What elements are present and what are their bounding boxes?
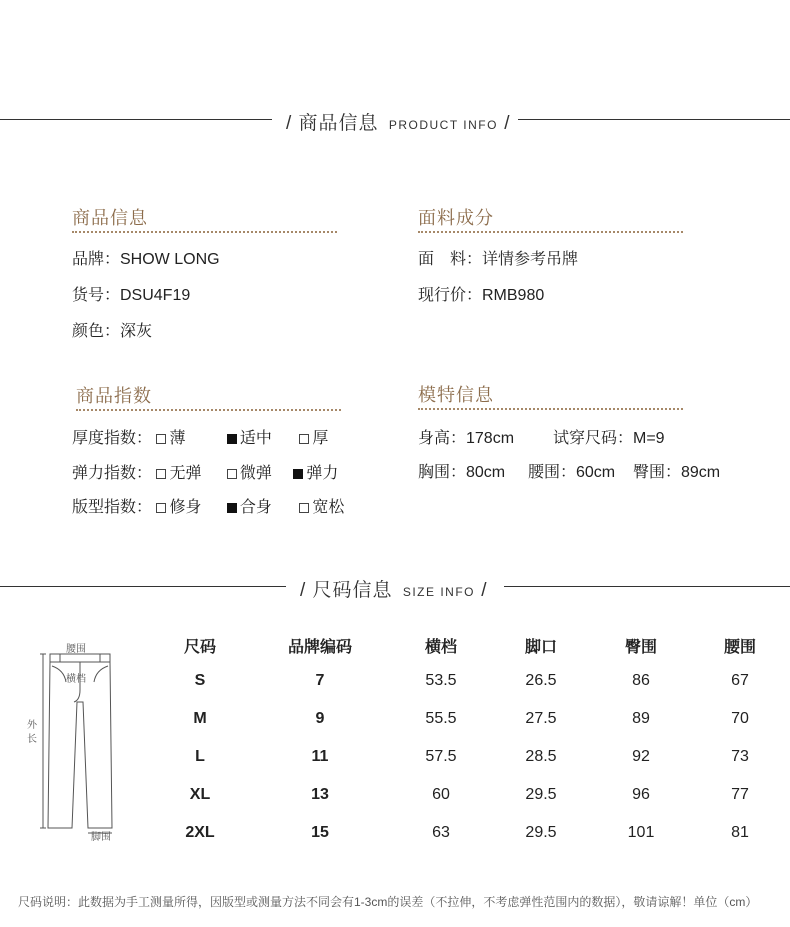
model-waist: 腰围：60cm xyxy=(528,464,616,481)
section-title-main: / 商品信息 xyxy=(286,113,379,134)
checkbox-icon xyxy=(299,503,309,513)
table-cell: 86 xyxy=(632,672,650,689)
table-cell: 70 xyxy=(731,710,749,727)
table-cell-size: 2XL xyxy=(185,824,215,841)
model-chest: 胸围：80cm xyxy=(418,464,506,481)
fabric-title: 面料成分 xyxy=(418,208,494,228)
fit-row xyxy=(72,494,344,517)
section-title-main: / 尺码信息 xyxy=(300,580,393,601)
checkbox-checked-icon xyxy=(227,434,237,444)
index-title: 商品指数 xyxy=(76,386,152,406)
table-cell: 55.5 xyxy=(425,710,457,727)
table-header: 脚口 xyxy=(524,639,557,656)
table-header: 品牌编码 xyxy=(287,639,352,656)
thickness-row xyxy=(72,425,328,448)
stretch-label: 弹力指数： xyxy=(72,465,153,482)
section-divider-left xyxy=(0,119,272,120)
table-header: 臀围 xyxy=(624,639,657,656)
table-header: 腰围 xyxy=(723,639,756,656)
section-title-size xyxy=(300,575,488,602)
color-row: 颜色：深灰 xyxy=(72,323,153,340)
table-cell: 60 xyxy=(432,786,450,803)
thickness-label: 厚度指数： xyxy=(72,430,153,447)
table-cell-code: 13 xyxy=(311,786,329,803)
table-cell: 101 xyxy=(627,824,655,841)
section-divider-left xyxy=(0,586,286,587)
diagram-label-outseam-2: 长 xyxy=(27,734,37,745)
checkbox-icon xyxy=(156,503,166,513)
fit-option-loose: 宽松 xyxy=(299,494,344,517)
thickness-option-medium: 适中 xyxy=(227,425,295,448)
checkbox-checked-icon xyxy=(293,469,303,479)
thickness-option-thin: 薄 xyxy=(156,425,222,448)
model-title: 模特信息 xyxy=(418,385,494,405)
diagram-label-waist: 腰围 xyxy=(66,644,86,655)
table-cell: 92 xyxy=(632,748,650,765)
table-cell-size: M xyxy=(193,710,207,727)
fit-option-regular: 合身 xyxy=(227,494,295,517)
index-dotline xyxy=(76,409,341,411)
table-cell: 67 xyxy=(731,672,749,689)
table-cell: 77 xyxy=(731,786,749,803)
table-cell: 96 xyxy=(632,786,650,803)
brand-row: 品牌：SHOW LONG xyxy=(72,251,220,268)
table-cell-size: XL xyxy=(189,786,211,803)
checkbox-icon xyxy=(156,434,166,444)
table-cell: 28.5 xyxy=(525,748,557,765)
fabric-dotline xyxy=(418,231,683,233)
table-cell-code: 7 xyxy=(315,672,325,689)
section-divider-right xyxy=(504,586,790,587)
table-cell: 89 xyxy=(632,710,650,727)
checkbox-icon xyxy=(227,469,237,479)
table-cell-size: S xyxy=(194,672,206,689)
table-cell-code: 11 xyxy=(311,748,329,765)
price-row: 现行价：RMB980 xyxy=(418,287,545,304)
model-dotline xyxy=(418,408,683,410)
sku-row: 货号：DSU4F19 xyxy=(72,287,191,304)
stretch-option-stretch: 弹力 xyxy=(293,460,338,483)
product-info-dotline xyxy=(72,231,337,233)
table-cell-size: L xyxy=(195,748,205,765)
section-title-sub: SIZE INFO xyxy=(402,585,476,599)
checkbox-icon xyxy=(156,469,166,479)
model-hip: 臀围：89cm xyxy=(633,464,721,481)
table-cell-code: 15 xyxy=(311,824,329,841)
table-cell: 26.5 xyxy=(525,672,557,689)
table-cell: 63 xyxy=(432,824,450,841)
product-info-title: 商品信息 xyxy=(72,208,148,228)
table-cell: 53.5 xyxy=(425,672,457,689)
table-cell: 81 xyxy=(731,824,749,841)
table-cell: 29.5 xyxy=(525,824,557,841)
stretch-row xyxy=(72,460,338,483)
table-cell: 27.5 xyxy=(525,710,557,727)
size-note: 尺码说明：此数据为手工测量所得，因版型或测量方法不同会有1-3cm的误差（不拉伸，不考虑弹性范围内的数据），敬请谅解！单位（cm） xyxy=(18,895,758,909)
section-title-sub: PRODUCT INFO xyxy=(388,118,498,132)
stretch-option-none: 无弹 xyxy=(156,460,222,483)
pants-outline-icon xyxy=(20,636,140,846)
checkbox-icon xyxy=(299,434,309,444)
stretch-option-slight: 微弹 xyxy=(227,460,289,483)
diagram-label-hem: 脚围 xyxy=(91,832,111,843)
model-height: 身高：178cm xyxy=(418,430,515,447)
table-cell: 29.5 xyxy=(525,786,557,803)
diagram-label-rise: 横档 xyxy=(66,674,86,685)
diagram-label-outseam-1: 外 xyxy=(27,720,37,731)
thickness-option-thick: 厚 xyxy=(299,425,328,448)
section-title-close: / xyxy=(504,113,511,134)
material-row: 面 料：详情参考吊牌 xyxy=(418,251,579,268)
pants-diagram xyxy=(20,636,140,846)
fit-label: 版型指数： xyxy=(72,499,153,516)
table-cell: 57.5 xyxy=(425,748,457,765)
section-divider-right xyxy=(518,119,790,120)
checkbox-checked-icon xyxy=(227,503,237,513)
section-title-close: / xyxy=(481,580,488,601)
section-title-product xyxy=(286,108,511,135)
table-header: 尺码 xyxy=(183,639,216,656)
table-header: 横档 xyxy=(424,639,457,656)
table-cell-code: 9 xyxy=(315,710,325,727)
table-cell: 73 xyxy=(731,748,749,765)
fit-option-slim: 修身 xyxy=(156,494,222,517)
model-size: 试穿尺码：M=9 xyxy=(553,430,665,447)
